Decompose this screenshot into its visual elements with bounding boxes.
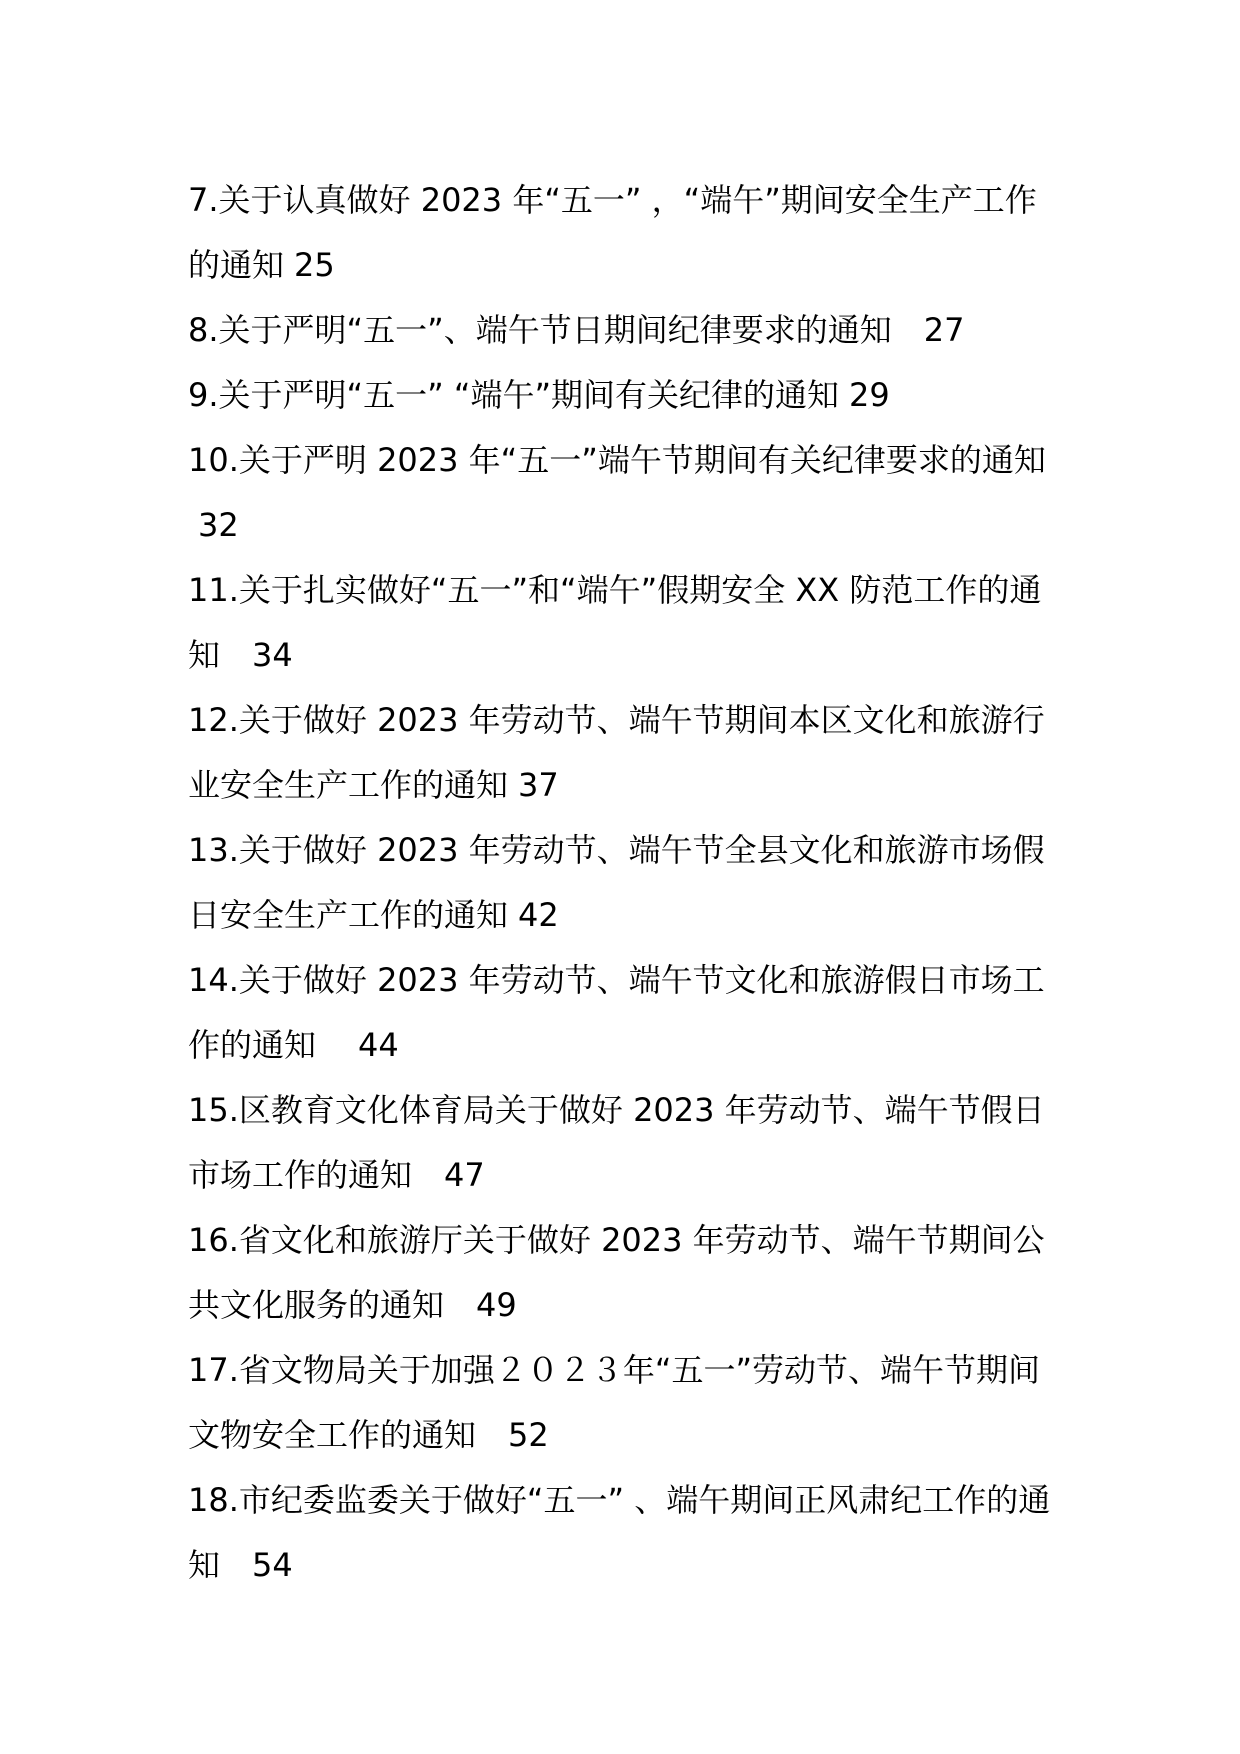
toc-entry-page-number: 32	[198, 506, 239, 544]
toc-entry-title: 9.关于严明“五一” “端午”期间有关纪律的通知	[188, 376, 840, 414]
toc-entry-title: 10.关于严明 2023 年“五一”端午节期间有关纪律要求的通知	[188, 441, 1046, 479]
toc-entry	[188, 298, 1056, 363]
toc-entry-title: 8.关于严明“五一”、端午节日期间纪律要求的通知	[188, 311, 892, 349]
toc-entry	[188, 818, 1056, 948]
toc-entry	[188, 168, 1056, 298]
toc-entry-page-number: 29	[849, 376, 890, 414]
toc-entry	[188, 1468, 1056, 1598]
toc-entry-page-number: 27	[923, 311, 965, 349]
toc-entry-page-number: 34	[252, 636, 293, 674]
toc-entry	[188, 688, 1056, 818]
toc-entry-page-number: 52	[508, 1416, 549, 1454]
toc-entry	[188, 558, 1056, 688]
toc-entry-page-number: 49	[476, 1286, 517, 1324]
toc-entry-page-number: 44	[358, 1026, 399, 1064]
toc-entry-page-number: 25	[294, 246, 335, 284]
toc-entry	[188, 428, 1056, 558]
toc-entry-title: 18.市纪委监委关于做好“五一” 、端午期间正风肃纪工作的通知	[188, 1481, 1051, 1584]
toc-entry-title: 14.关于做好 2023 年劳动节、端午节文化和旅游假日市场工作的通知	[188, 961, 1045, 1064]
toc-entry-page-number: 37	[518, 766, 559, 804]
toc-entry-page-number: 47	[444, 1156, 485, 1194]
toc-entry-title: 12.关于做好 2023 年劳动节、端午节期间本区文化和旅游行业安全生产工作的通知	[188, 701, 1045, 804]
toc-entry-title: 7.关于认真做好 2023 年“五一” ，“端午”期间安全生产工作的通知	[188, 181, 1037, 284]
toc-entry	[188, 1078, 1056, 1208]
toc-entry-title: 13.关于做好 2023 年劳动节、端午节全县文化和旅游市场假日安全生产工作的通知	[188, 831, 1045, 934]
table-of-contents	[188, 168, 1056, 1598]
toc-entry	[188, 948, 1056, 1078]
toc-entry-title: 11.关于扎实做好“五一”和“端午”假期安全 XX 防范工作的通知	[188, 571, 1042, 674]
toc-entry-title: 16.省文化和旅游厅关于做好 2023 年劳动节、端午节期间公共文化服务的通知	[188, 1221, 1045, 1324]
toc-entry-page-number: 42	[518, 896, 559, 934]
toc-entry	[188, 363, 1056, 428]
toc-entry-page-number: 54	[252, 1546, 293, 1584]
toc-entry	[188, 1338, 1056, 1468]
toc-entry-title: 15.区教育文化体育局关于做好 2023 年劳动节、端午节假日市场工作的通知	[188, 1091, 1045, 1194]
toc-entry-title: 17.省文物局关于加强２０２３年“五一”劳动节、端午节期间文物安全工作的通知	[188, 1351, 1041, 1454]
toc-entry	[188, 1208, 1056, 1338]
